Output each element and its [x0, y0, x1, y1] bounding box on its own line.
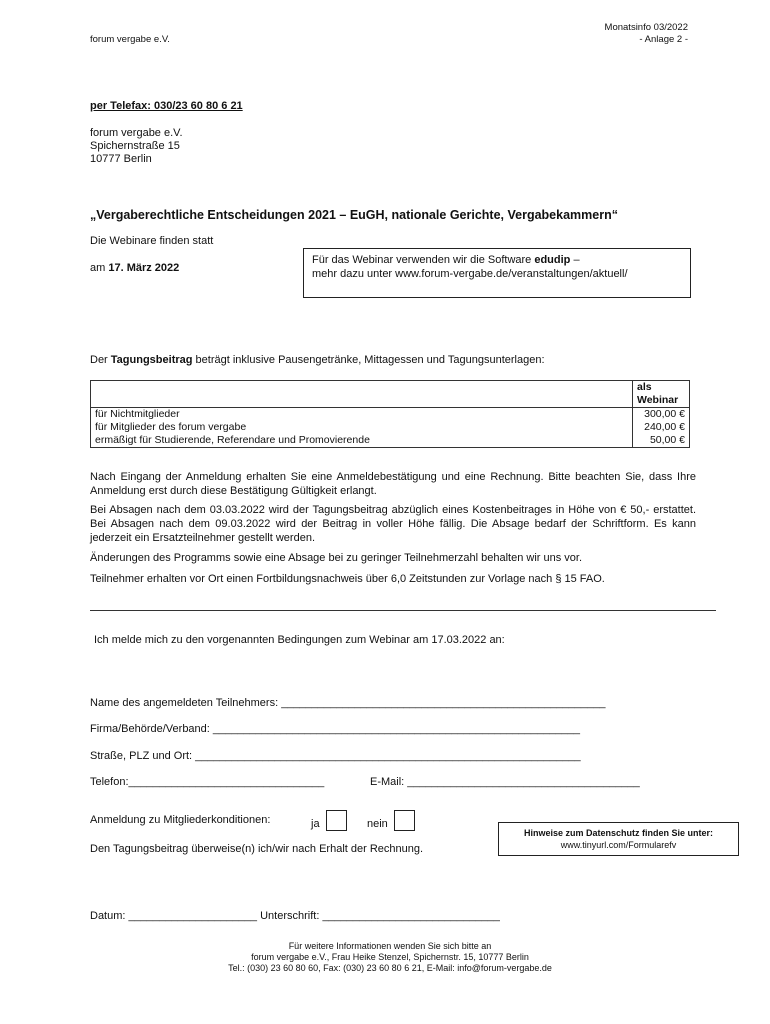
- recipient-address: [90, 127, 183, 166]
- privacy-link[interactable]: www.tinyurl.com/Formularefv: [560, 840, 677, 850]
- fee-row: [91, 408, 690, 422]
- fee-amount: 240,00 €: [633, 421, 690, 434]
- header-org: forum vergabe e.V.: [90, 34, 170, 45]
- yes-checkbox[interactable]: [326, 810, 347, 831]
- fee-table-header-row: [91, 381, 690, 408]
- date-line[interactable]: _____________________: [128, 910, 258, 922]
- privacy-notice-title: Hinweise zum Datenschutz finden Sie unter:: [523, 828, 714, 838]
- software-text: Für das Webinar verwenden wir die Software: [312, 254, 535, 266]
- cancellation-paragraph: Bei Absagen nach dem 03.03.2022 wird der Tagungsbeitrag abzüglich eines Kostenbeitrages in Höhe von € 50,- erstattet. Bei Absagen nach dem 09.03.2022 wird der Beitrag in voller Höhe fällig. Die Absage bedarf der Schriftform. Es kann jederzeit ein Ersatzteilnehmer gestellt werden.: [90, 504, 696, 544]
- email-field[interactable]: [370, 776, 640, 788]
- fee-intro: [90, 354, 545, 366]
- signature-line[interactable]: _____________________________: [322, 910, 500, 922]
- member-no-option[interactable]: [367, 810, 415, 831]
- fee-row: [91, 434, 690, 448]
- monatsinfo: Monatsinfo 03/2022: [604, 22, 688, 33]
- date-signature-row[interactable]: [90, 910, 500, 922]
- phone-field[interactable]: [90, 776, 324, 788]
- address-line: Spichernstraße 15: [90, 140, 180, 152]
- confirmation-paragraph: Nach Eingang der Anmeldung erhalten Sie eine Anmeldebestätigung und eine Rechnung. Bitte beachten Sie, dass Ihre Anmeldung erst durch diese Bestätigung Gültigkeit erlangt.: [90, 471, 696, 497]
- header-meta: [605, 22, 688, 46]
- address-field[interactable]: [90, 750, 581, 762]
- certificate-paragraph: Teilnehmer erhalten vor Ort einen Fortbildungsnachweis über 6,0 Zeitstunden zur Vorlage nach § 15 FAO.: [90, 573, 605, 585]
- privacy-notice-box: [498, 822, 739, 856]
- email-line[interactable]: ______________________________________: [407, 776, 640, 788]
- participant-name-label: Name des angemeldeten Teilnehmers:: [90, 697, 279, 709]
- street-label: Straße, PLZ und Ort:: [90, 750, 193, 762]
- footer-contact: [90, 941, 690, 974]
- registration-statement: Ich melde mich zu den vorgenannten Bedingungen zum Webinar am 17.03.2022 an:: [94, 634, 505, 646]
- software-line-2: mehr dazu unter www.forum-vergabe.de/veranstaltungen/aktuell/: [312, 268, 628, 280]
- fee-amount: 300,00 €: [633, 408, 690, 422]
- participant-name-field[interactable]: [90, 697, 605, 709]
- event-date: [90, 262, 179, 274]
- footer-line: Tel.: (030) 23 60 80 60, Fax: (030) 23 60 80 6 21, E-Mail: info@forum-vergabe.de: [228, 963, 552, 973]
- date-label: Datum:: [90, 910, 126, 922]
- company-line[interactable]: ____________________________________________________________: [212, 723, 580, 735]
- fee-table: [90, 380, 690, 448]
- company-label: Firma/Behörde/Verband:: [90, 723, 210, 735]
- webinar-intro: Die Webinare finden statt: [90, 235, 214, 247]
- address-line: 10777 Berlin: [90, 153, 152, 165]
- program-changes-paragraph: Änderungen des Programms sowie eine Absage bei zu geringer Teilnehmerzahl behalten wir uns vor.: [90, 552, 583, 564]
- footer-line: forum vergabe e.V., Frau Heike Stenzel, Spichernstr. 15, 10777 Berlin: [251, 952, 529, 962]
- software-line-1: [312, 253, 682, 267]
- fee-intro-text: Der: [90, 354, 111, 366]
- company-field[interactable]: [90, 723, 580, 735]
- date-value: 17. März 2022: [108, 262, 180, 274]
- fee-intro-bold: Tagungsbeitrag: [110, 354, 193, 366]
- event-title: „Vergaberechtliche Entscheidungen 2021 – EuGH, nationale Gerichte, Vergabekammern“: [90, 208, 618, 222]
- member-yes-option[interactable]: [311, 810, 347, 831]
- no-label: nein: [367, 818, 388, 830]
- yes-label: ja: [311, 818, 320, 830]
- software-dash: –: [570, 254, 580, 266]
- membership-conditions: [90, 814, 270, 826]
- street-line[interactable]: _______________________________________________________________: [195, 750, 581, 762]
- anlage-label: - Anlage 2 -: [639, 34, 688, 45]
- address-line: forum vergabe e.V.: [90, 127, 183, 139]
- payment-statement: Den Tagungsbeitrag überweise(n) ich/wir nach Erhalt der Rechnung.: [90, 843, 424, 855]
- phone-line[interactable]: ________________________________: [128, 776, 325, 788]
- fee-label: ermäßigt für Studierende, Referendare und Promovierende: [91, 434, 633, 448]
- participant-name-line[interactable]: _____________________________________________________: [281, 697, 606, 709]
- date-prefix: am: [90, 262, 109, 274]
- signature-label: Unterschrift:: [260, 910, 320, 922]
- fax-number: per Telefax: 030/23 60 80 6 21: [90, 100, 243, 112]
- fee-row: [91, 421, 690, 434]
- membership-label: Anmeldung zu Mitgliederkonditionen:: [90, 814, 271, 826]
- software-info-box: [303, 248, 691, 298]
- no-checkbox[interactable]: [394, 810, 415, 831]
- fee-intro-text: beträgt inklusive Pausengetränke, Mittagessen und Tagungsunterlagen:: [192, 354, 545, 366]
- fee-table-header: als Webinar: [633, 381, 690, 408]
- fee-label: für Mitglieder des forum vergabe: [91, 421, 633, 434]
- fee-label: für Nichtmitglieder: [91, 408, 633, 422]
- fee-amount: 50,00 €: [633, 434, 690, 448]
- software-name: edudip: [534, 254, 571, 266]
- phone-label: Telefon:: [90, 776, 129, 788]
- email-label: E-Mail:: [370, 776, 405, 788]
- section-divider: [90, 610, 716, 611]
- fee-table-header-empty: [91, 381, 633, 408]
- footer-line: Für weitere Informationen wenden Sie sich bitte an: [288, 941, 492, 951]
